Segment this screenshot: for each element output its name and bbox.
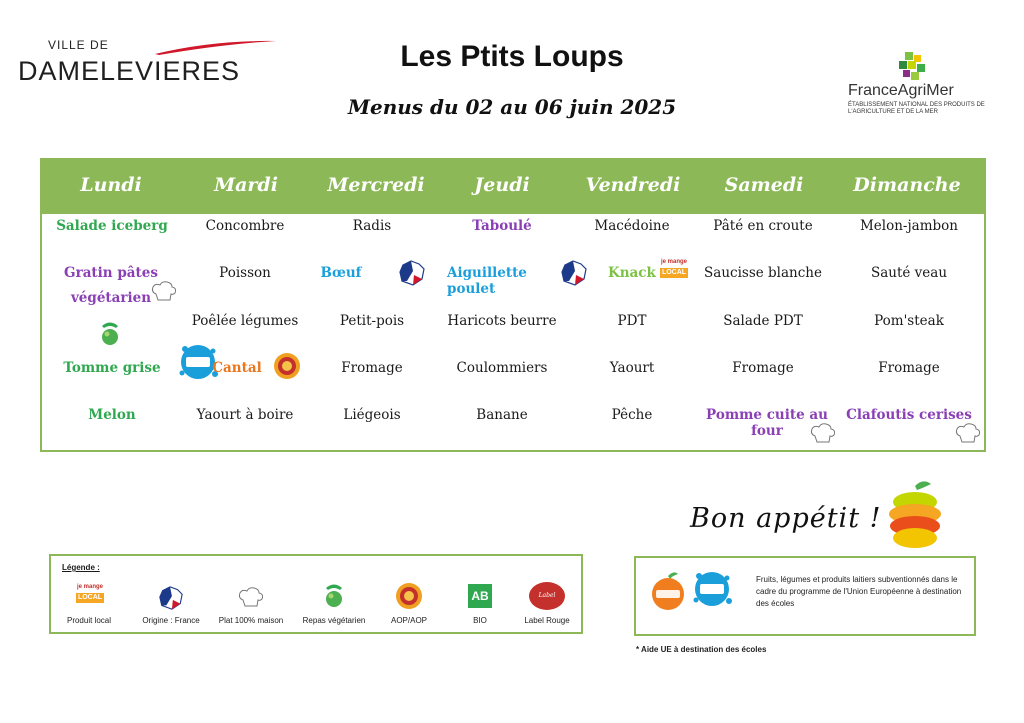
town-name-small: VILLE DE [48,38,109,52]
dish-jeudi-side: Haricots beurre [447,313,557,329]
bon-appetit-text: Bon appétit ! [690,503,882,534]
day-dimanche: Dimanche [853,174,961,196]
dish-lundi-main-1: Gratin pâtes [64,265,158,281]
franceagrimer-logo [845,52,985,127]
dish-lundi-main-2: végétarien [70,290,152,306]
dish-mardi-main: Poisson [219,265,271,281]
legend-label-origin: Origine : France [142,616,200,625]
day-jeudi: Jeudi [474,174,530,196]
legend-title: Légende : [62,563,100,572]
dish-mercredi-side: Petit-pois [339,313,405,329]
chef-hat-icon [150,280,178,302]
dish-dimanche-starter: Melon-jambon [859,218,958,234]
local-badge-line1: je mange [76,584,103,590]
page-title: Les Ptits Loups [400,40,624,73]
legend-label-homemade: Plat 100% maison [218,616,284,625]
dish-mercredi-cheese: Fromage [341,360,403,376]
dish-jeudi-cheese: Coulommiers [456,360,548,376]
dish-samedi-dessert: Pomme cuite au four [706,407,828,439]
dish-jeudi-main: Aiguillette poulet [447,265,527,297]
local-badge-line2: LOCAL [661,269,687,276]
legend-label-aop: AOP/AOP [390,616,427,625]
chef-hat-icon [237,586,265,608]
dish-mardi-dessert: Yaourt à boire [196,407,294,423]
france-origin-icon [397,259,427,287]
eu-fruit-program-icon [648,570,688,612]
legend-label-local: Produit local [66,616,112,625]
vegetarian-apple-icon [323,582,345,608]
dish-mardi-starter: Concombre [205,218,285,234]
dish-vendredi-side: PDT [617,313,647,329]
dish-lundi-dessert: Melon [88,407,136,423]
local-product-badge [660,259,688,285]
dish-vendredi-main: Knack [608,265,656,281]
franceagrimer-subtitle: ÉTABLISSEMENT NATIONAL DES PRODUITS DE L'AGRICULTURE ET DE LA MER [848,102,985,115]
dish-samedi-side: Salade PDT [723,313,803,329]
legend-label-label-rouge: Label Rouge [524,616,570,625]
day-vendredi: Vendredi [585,174,681,196]
local-badge-line1: je mange [660,259,687,265]
page-subtitle: Menus du 02 au 06 juin 2025 [347,95,677,119]
dish-mercredi-dessert: Liégeois [343,407,401,423]
chef-hat-icon [809,422,837,444]
menu-table [40,158,986,452]
legend-box [49,554,583,634]
day-mercredi: Mercredi [327,174,425,196]
dish-mardi-side: Poêlée légumes [191,313,299,329]
dish-vendredi-cheese: Yaourt [609,360,655,376]
dish-samedi-main: Saucisse blanche [704,265,822,281]
franceagrimer-squares-icon [897,52,927,82]
franceagrimer-name: FranceAgriMer [848,82,954,99]
eu-aid-note: * Aide UE à destination des écoles [636,645,767,654]
dish-dimanche-cheese: Fromage [878,360,940,376]
day-lundi: Lundi [80,174,142,196]
dish-lundi-starter: Salade iceberg [56,218,168,234]
dish-mercredi-starter: Radis [352,218,392,234]
france-origin-icon [559,259,589,287]
dish-dimanche-dessert: Clafoutis cerises [846,407,972,423]
dish-jeudi-starter: Taboulé [472,218,532,234]
france-origin-icon [157,585,185,611]
dish-mardi-cheese: Cantal [212,360,262,376]
day-mardi: Mardi [214,174,278,196]
bio-badge: AB [468,584,492,608]
day-samedi: Samedi [724,174,804,196]
local-product-badge [76,584,104,603]
eu-program-text: Fruits, légumes et produits laitiers subventionnés dans le cadre du programme de l'Union Européenne à destination des écoles [756,575,962,608]
dish-mercredi-main: Bœuf [320,265,362,281]
local-badge-line2: LOCAL [77,594,103,601]
vegetarian-apple-icon [99,320,121,346]
dish-vendredi-starter: Macédoine [594,218,670,234]
chef-hat-icon [954,422,982,444]
aop-seal-icon [395,582,423,610]
town-name: DAMELEVIERES [18,56,241,86]
dish-samedi-starter: Pâté en croute [713,218,813,234]
dish-lundi-cheese: Tomme grise [63,360,161,376]
menu-header-band [42,160,984,214]
eu-program-box [634,556,976,636]
dish-dimanche-side: Pom'steak [874,313,944,329]
legend-label-bio: BIO [473,616,487,625]
dish-vendredi-dessert: Pêche [611,407,653,423]
fruit-stack-icon [885,480,947,550]
dish-jeudi-dessert: Banane [476,407,528,423]
dish-dimanche-main: Sauté veau [870,265,948,281]
legend-label-vegetarian: Repas végétarien [302,616,366,625]
dish-samedi-cheese: Fromage [732,360,794,376]
label-rouge-seal: Label [529,582,565,610]
eu-school-program-icon [691,570,733,608]
